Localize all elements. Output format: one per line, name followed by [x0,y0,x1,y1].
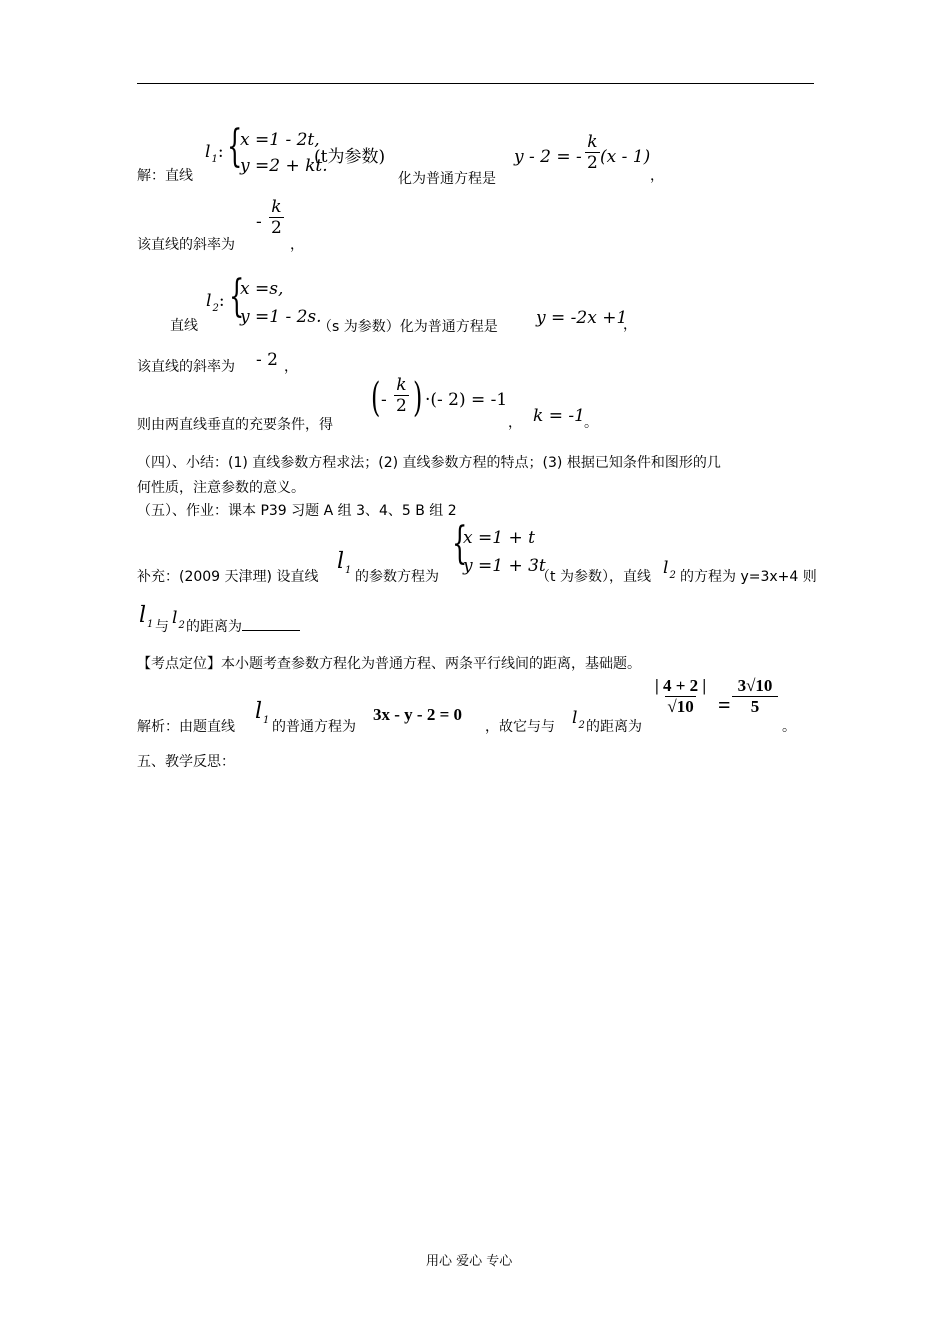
jiexi-l1: $l_1$ [255,699,270,726]
jiexi-1: 解析：由题直线 [137,719,235,735]
slope-text-1: 该直线的斜率为 [137,237,235,253]
to-normal-1: 化为普通方程是 [398,171,496,187]
comma-1: ， [650,168,664,184]
comma-4: ， [284,359,298,375]
perp-frac: $\frac{k}{2}$ [396,375,407,416]
homework: （五）、作业：课本 P39 习题 A 组 3、4、5 B 组 2 [137,503,457,519]
dist-frac-1: $\frac{| 4 + 2 |}{√10}$ [655,676,707,716]
jiexi-l2: $l_2$ [572,708,585,731]
l1-normal-left: y - 2 = - [514,147,582,167]
supp-eq2: y =1 + 3t [463,556,546,576]
supp-tail2: 的方程为 y=3x+4 则 [680,569,817,585]
l2-eq1: x =s, [240,279,284,299]
l1-param: (t为参数) [314,147,386,167]
dist-l1: $l_1$ [139,603,154,630]
answer-blank[interactable] [242,616,300,631]
comma-2: ， [290,237,304,253]
dist-frac-2: $\frac{3√10}{5}$ [732,677,778,717]
supp-l2: $l_2$ [663,558,676,581]
jiexi-eq: 3x - y - 2 = 0 [373,705,463,724]
jiexi-4: 的距离为 [586,719,642,735]
l1-eq1: x =1 - 2t, [240,130,320,150]
kaodian: 【考点定位】本小题考查参数方程化为普通方程、两条平行线间的距离，基础题。 [137,656,641,672]
l1-brace: { [227,121,243,172]
l1-normal-right: (x - 1) [600,147,651,167]
perp-rparen: ) [413,375,423,421]
perp-text: 则由两直线垂直的充要条件，得 [137,417,333,433]
solve-intro: 解：直线 [137,168,193,184]
jiexi-2: 的普通方程为 [272,719,356,735]
dist-and: 与 [155,619,169,635]
period-2: 。 [782,719,796,735]
supp-brace: { [452,518,468,569]
l1-label: $l_1$: [205,142,224,165]
l2-normal: y = -2x +1 [536,308,628,328]
period-1: 。 [584,415,598,431]
perp-lparen: ( [371,375,381,421]
perp-tail: ·(- 2) = -1 [425,390,508,410]
comma-3: ， [623,317,637,333]
supp-l1: $l_1$ [337,549,352,576]
supp-tail: （t 为参数），直线 [536,569,651,585]
dist-question: 的距离为 [186,616,300,636]
header-rule [137,83,814,84]
summary-line-2: 何性质，注意参数的意义。 [137,480,305,496]
slope2-val: - 2 [256,350,278,370]
k-result: k = -1 [533,406,585,426]
comma-5: ， [508,415,522,431]
dist-l2: $l_2$ [172,608,185,631]
l1-normal-frac: $\frac{k}{2}$ [587,132,598,173]
l2-intro: 直线 [170,318,198,334]
l2-eq2: y =1 - 2s. [240,307,322,327]
l2-brace: { [229,271,245,322]
l2-param: （s 为参数）化为普通方程是 [318,319,498,335]
footer: 用心 爱心 专心 [426,1254,513,1269]
perp-minus: - [381,390,387,410]
supp-param-text: 的参数方程为 [355,569,439,585]
reflection: 五、教学反思： [137,754,235,770]
summary-line-1: （四）、小结：(1) 直线参数方程求法；(2) 直线参数方程的特点；(3) 根据已知条件和图形的几 [137,455,721,471]
jiexi-3: ，故它与与 [485,719,555,735]
slope1-frac: $\frac{k}{2}$ [271,197,282,238]
l1-eq2: y =2 + kt. [240,156,328,176]
l2-label: $l_2$: [206,291,225,314]
supp-eq1: x =1 + t [463,528,535,548]
supp-text: 补充：(2009 天津理) 设直线 [137,569,319,585]
dist-equals: = [718,692,731,717]
slope1-sign: - [256,212,262,232]
slope-text-2: 该直线的斜率为 [137,359,235,375]
